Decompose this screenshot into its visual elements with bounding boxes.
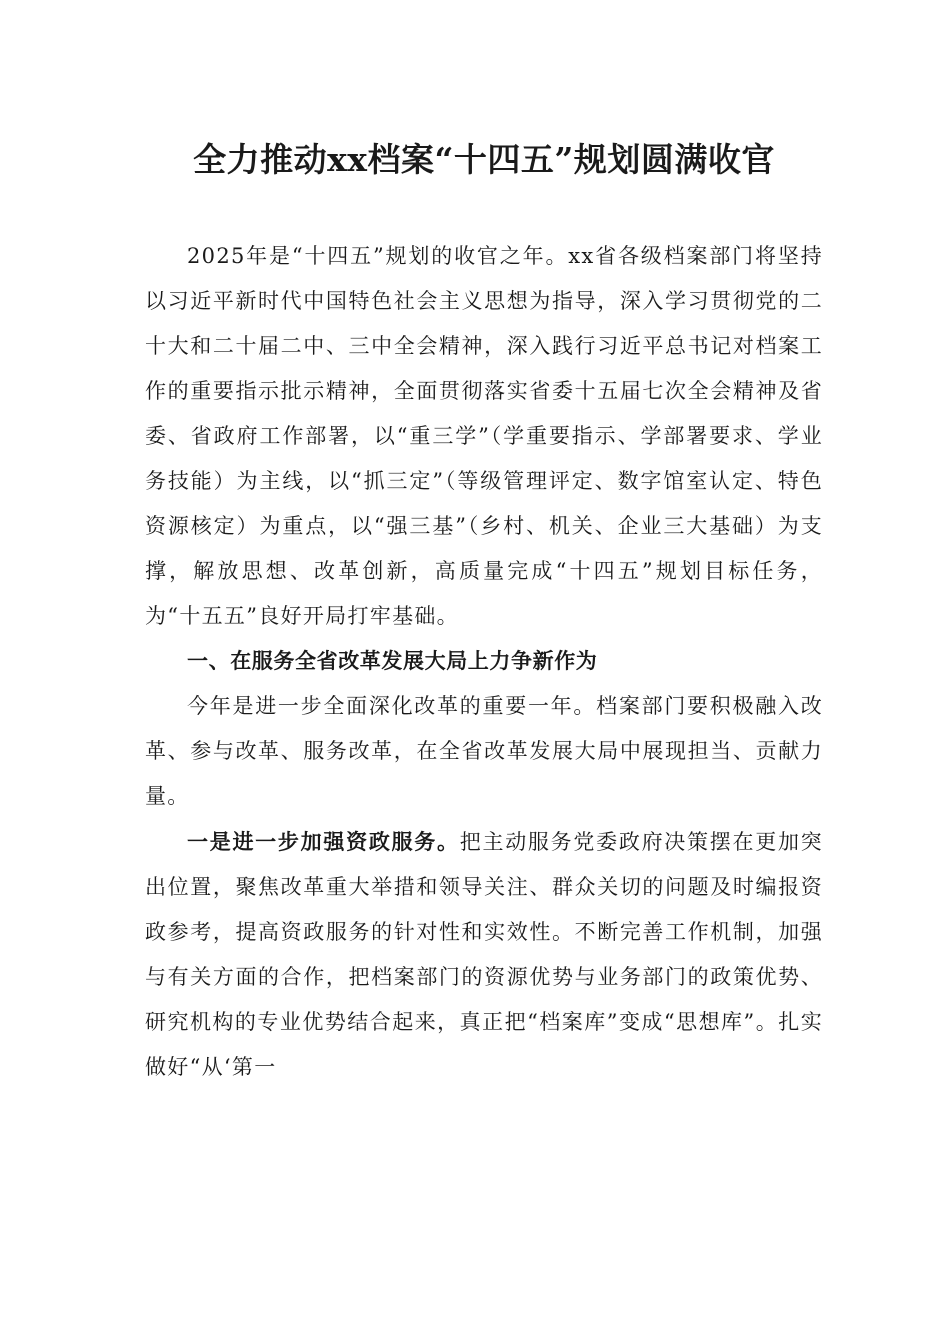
- point-paragraph: [145, 819, 823, 1090]
- intro-paragraph: 2025年是“十四五”规划的收官之年。xx省各级档案部门将坚持以习近平新时代中国特色社会主义思想为指导，深入学习贯彻党的二十大和二十届二中、三中全会精神，深入践行习近平总书记对档案工作的重要指示批示精神，全面贯彻落实省委十五届七次全会精神及省委、省政府工作部署，以“重三学”（学重要指示、学部署要求、学业务技能）为主线，以“抓三定”（等级管理评定、数字馆室认定、特色资源核定）为重点，以“强三基”（乡村、机关、企业三大基础）为支撑，解放思想、改革创新，高质量完成“十四五”规划目标任务，为“十五五”良好开局打牢基础。: [145, 244, 823, 628]
- document-title: 全力推动xx档案“十四五”规划圆满收官: [193, 140, 775, 179]
- section-heading: 一、在服务全省改革发展大局上力争新作为: [187, 649, 598, 673]
- point-text: 把主动服务党委政府决策摆在更加突出位置，聚焦改革重大举措和领导关注、群众关切的问题及时编报资政参考，提高资政服务的针对性和实效性。不断完善工作机制，加强与有关方面的合作，把档案部门的资源优势与业务部门的政策优势、研究机构的专业优势结合起来，真正把“档案库”变成“思想库”。扎实做好“从‘第一: [145, 830, 823, 1079]
- section-paragraph: 今年是进一步全面深化改革的重要一年。档案部门要积极融入改革、参与改革、服务改革，在全省改革发展大局中展现担当、贡献力量。: [145, 694, 823, 808]
- point-lead: 一是进一步加强资政服务。: [187, 829, 460, 854]
